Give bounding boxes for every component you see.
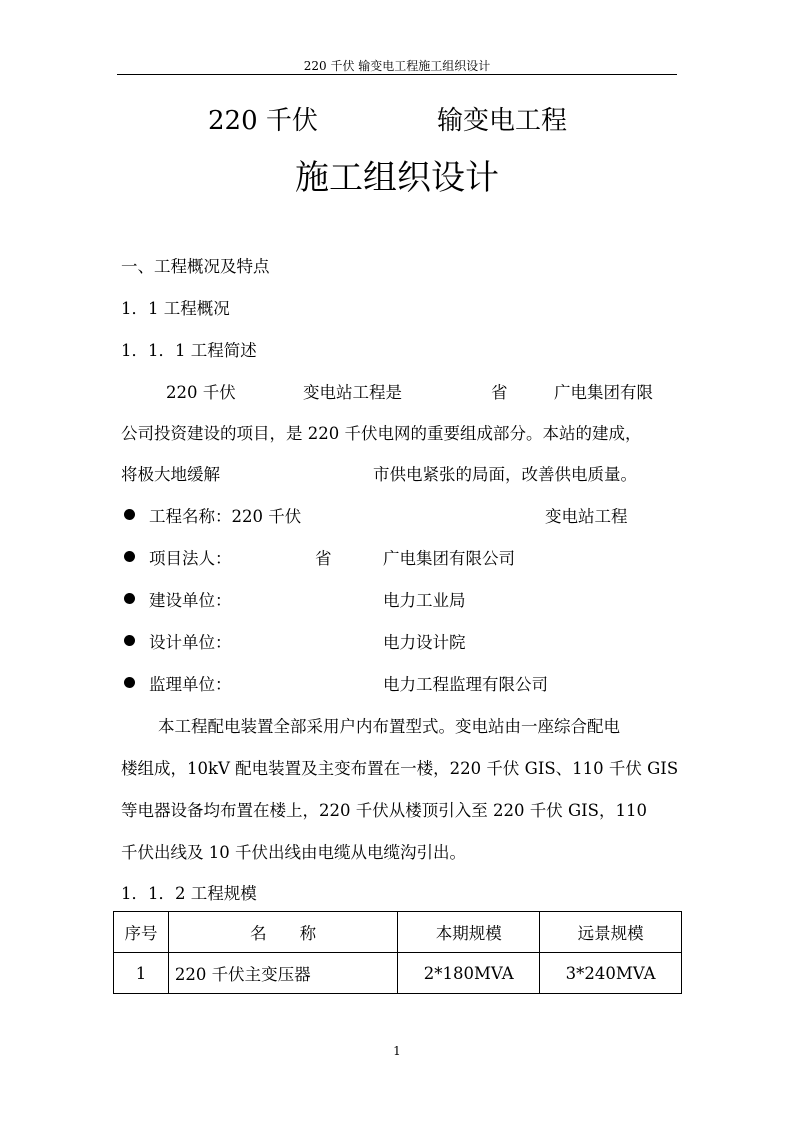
intro-text: 将极大地缓解 [121, 465, 220, 484]
intro-text: 广电集团有限 [554, 383, 653, 402]
page-number: 1 [393, 1044, 401, 1058]
info-label: 设计单位： [149, 633, 232, 652]
intro-text: 省 [491, 383, 508, 402]
table-header-cell: 本期规模 [398, 912, 540, 953]
intro-text: 变电站工程是 [303, 383, 402, 402]
table-cell: 3*240MVA [540, 953, 682, 994]
running-header: 220 千伏 输变电工程施工组织设计 [303, 59, 491, 73]
bullet-icon [124, 635, 135, 646]
description-line: 本工程配电装置全部采用户内布置型式。变电站由一座综合配电 [158, 717, 620, 736]
intro-text: 220 千伏 [166, 383, 236, 402]
info-value: 电力工业局 [383, 591, 466, 610]
header-rule [117, 74, 677, 75]
table-header-cell: 序号 [114, 912, 169, 953]
table-header-cell: 名 称 [168, 912, 397, 953]
title-line1-part2: 输变电工程 [437, 106, 568, 136]
section-heading-1-1-2: 1．1．2 工程规模 [121, 884, 257, 903]
table-row [114, 953, 682, 994]
description-line: 等电器设备均布置在楼上，220 千伏从楼顶引入至 220 千伏 GIS，110 [121, 801, 647, 820]
intro-text: 市供电紧张的局面，改善供电质量。 [373, 465, 637, 484]
bullet-icon [124, 509, 135, 520]
bullet-icon [124, 593, 135, 604]
info-label: 工程名称：220 千伏 [149, 507, 302, 526]
description-line: 千伏出线及 10 千伏出线由电缆从电缆沟引出。 [121, 843, 466, 862]
table-cell: 220 千伏主变压器 [168, 953, 397, 994]
info-value: 广电集团有限公司 [383, 549, 515, 568]
table-header-row [114, 912, 682, 953]
bullet-icon [124, 551, 135, 562]
bullet-icon [124, 677, 135, 688]
description-line: 楼组成，10kV 配电装置及主变布置在一楼，220 千伏 GIS、110 千伏 GIS [121, 759, 679, 778]
section-heading-1-1: 1．1 工程概况 [121, 299, 230, 318]
scale-table [113, 911, 682, 994]
info-mid: 省 [315, 549, 332, 568]
info-value: 电力工程监理有限公司 [383, 675, 548, 694]
table-cell: 1 [114, 953, 169, 994]
page-title: 施工组织设计 [295, 158, 499, 198]
info-label: 监理单位： [149, 675, 232, 694]
table-header-cell: 远景规模 [540, 912, 682, 953]
info-value: 变电站工程 [545, 507, 628, 526]
info-value: 电力设计院 [383, 633, 466, 652]
intro-text: 公司投资建设的项目，是 220 千伏电网的重要组成部分。本站的建成， [121, 424, 642, 443]
section-heading-1-1-1: 1．1．1 工程简述 [121, 341, 257, 360]
info-label: 建设单位： [149, 591, 232, 610]
title-line1-part1: 220 千伏 [208, 106, 318, 136]
info-label: 项目法人： [149, 549, 232, 568]
table-cell: 2*180MVA [398, 953, 540, 994]
section-heading-1: 一、工程概况及特点 [121, 257, 270, 276]
